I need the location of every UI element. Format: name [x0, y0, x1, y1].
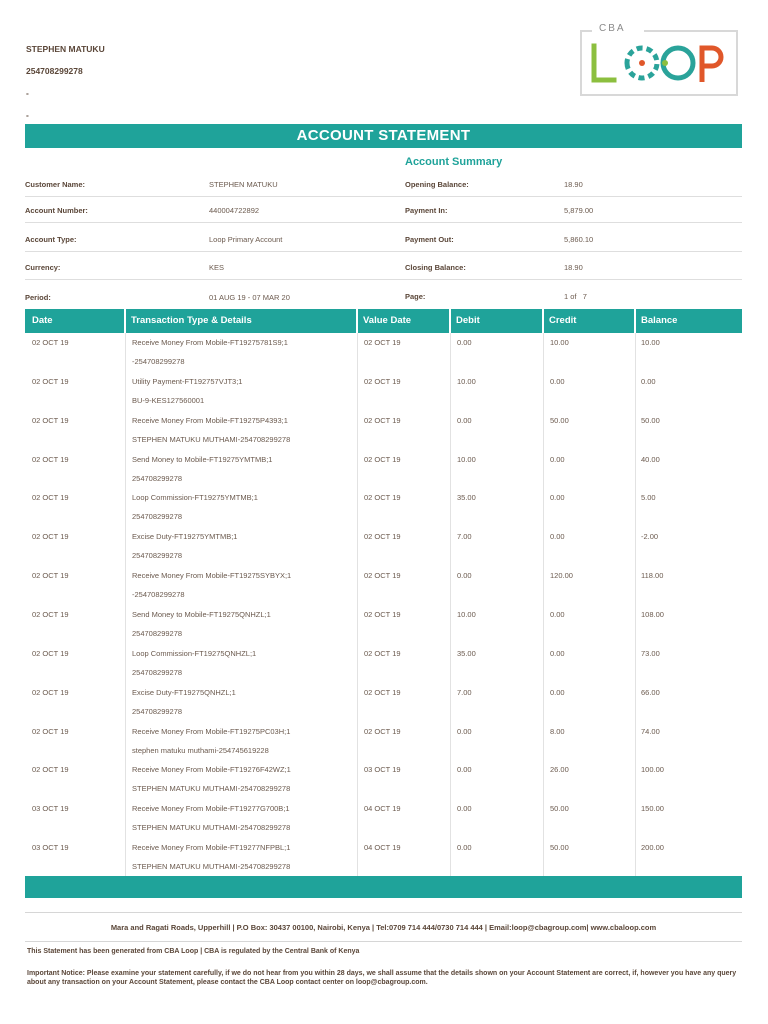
txn-balance: 5.00	[641, 493, 656, 503]
table-footer-bar	[25, 876, 742, 898]
txn-balance: 73.00	[641, 648, 660, 658]
txn-value-date: 04 OCT 19	[364, 843, 401, 853]
payment-in-label: Payment In:	[405, 206, 448, 215]
payment-in-value: 5,879.00	[564, 206, 594, 215]
txn-details-line2: 254708299278	[132, 706, 183, 716]
opening-balance-value: 18.90	[564, 180, 583, 189]
cba-loop-logo	[580, 23, 738, 96]
col-header-credit: Credit	[549, 315, 577, 326]
account-type-label: Account Type:	[25, 235, 77, 244]
customer-name: STEPHEN MATUKU	[26, 44, 105, 54]
txn-credit: 120.00	[550, 571, 573, 581]
txn-value-date: 02 OCT 19	[364, 338, 401, 347]
col-header-date: Date	[32, 315, 53, 326]
txn-details-line2: STEPHEN MATUKU MUTHAMI-254708299278	[132, 862, 291, 872]
txn-balance: 0.00	[641, 376, 656, 386]
account-number-label: Account Number:	[25, 206, 88, 215]
txn-value-date: 03 OCT 19	[364, 765, 401, 775]
txn-credit: 10.00	[550, 338, 569, 347]
account-number-value: 440004722892	[209, 206, 260, 215]
transactions-table-header	[25, 309, 742, 333]
txn-value-date: 02 OCT 19	[364, 493, 401, 503]
txn-date: 02 OCT 19	[32, 338, 69, 347]
customer-block	[26, 44, 105, 132]
txn-debit: 0.00	[457, 415, 472, 425]
txn-balance: 118.00	[641, 571, 664, 581]
txn-date: 02 OCT 19	[32, 765, 69, 775]
table-row	[25, 455, 742, 494]
txn-credit: 0.00	[550, 687, 565, 697]
txn-date: 02 OCT 19	[32, 376, 69, 386]
txn-details-line2: BU-9-KES127560001	[132, 395, 205, 405]
txn-balance: 200.00	[641, 843, 664, 853]
txn-value-date: 02 OCT 19	[364, 687, 401, 697]
page-label: Page:	[405, 292, 426, 301]
txn-balance: 40.00	[641, 454, 660, 464]
txn-date: 02 OCT 19	[32, 454, 69, 464]
txn-value-date: 02 OCT 19	[364, 454, 401, 464]
txn-debit: 0.00	[457, 804, 472, 814]
txn-details-line2: STEPHEN MATUKU MUTHAMI-254708299278	[132, 784, 291, 794]
txn-debit: 0.00	[457, 338, 472, 347]
closing-balance-label: Closing Balance:	[405, 263, 466, 272]
txn-credit: 0.00	[550, 376, 565, 386]
statement-title: ACCOUNT STATEMENT	[25, 124, 742, 148]
txn-credit: 50.00	[550, 843, 569, 853]
txn-date: 02 OCT 19	[32, 532, 69, 542]
col-header-value-date: Value Date	[363, 315, 412, 326]
table-row	[25, 804, 742, 843]
divider	[25, 279, 742, 280]
payment-out-label: Payment Out:	[405, 235, 454, 244]
table-row	[25, 765, 742, 804]
txn-details-line2: stephen matuku muthami-254745619228	[132, 745, 269, 755]
table-row	[25, 532, 742, 571]
divider	[25, 196, 742, 197]
txn-debit: 7.00	[457, 687, 472, 697]
txn-details: Excise Duty-FT19275YMTMB;1	[132, 532, 238, 542]
txn-date: 02 OCT 19	[32, 648, 69, 658]
txn-credit: 0.00	[550, 493, 565, 503]
txn-details-line2: STEPHEN MATUKU MUTHAMI-254708299278	[132, 823, 291, 833]
txn-details: Receive Money From Mobile-FT19277NFPBL;1	[132, 843, 291, 853]
txn-details: Utility Payment-FT192757VJT3;1	[132, 376, 243, 386]
txn-details: Excise Duty-FT19275QNHZL;1	[132, 687, 236, 697]
col-header-details: Transaction Type & Details	[131, 315, 252, 326]
footer-generated-note: This Statement has been generated from CBA Loop | CBA is regulated by the Central Bank of Kenya	[27, 948, 360, 955]
txn-details: Receive Money From Mobile-FT19275SYBYX;1	[132, 571, 292, 581]
table-row	[25, 571, 742, 610]
account-type-value: Loop Primary Account	[209, 235, 283, 244]
txn-value-date: 02 OCT 19	[364, 376, 401, 386]
txn-balance: 10.00	[641, 338, 660, 347]
txn-balance: 74.00	[641, 726, 660, 736]
customer-phone: 254708299278	[26, 66, 83, 76]
txn-value-date: 02 OCT 19	[364, 532, 401, 542]
txn-credit: 0.00	[550, 454, 565, 464]
col-header-balance: Balance	[641, 315, 678, 326]
txn-debit: 0.00	[457, 765, 472, 775]
txn-debit: 10.00	[457, 454, 476, 464]
txn-debit: 0.00	[457, 726, 472, 736]
txn-details: Send Money to Mobile-FT19275QNHZL;1	[132, 609, 271, 619]
txn-details-line2: 254708299278	[132, 628, 183, 638]
period-value: 01 AUG 19 - 07 MAR 20	[209, 293, 290, 302]
divider	[25, 251, 742, 252]
txn-date: 02 OCT 19	[32, 726, 69, 736]
txn-value-date: 02 OCT 19	[364, 648, 401, 658]
footer-divider	[25, 941, 742, 942]
table-row	[25, 688, 742, 727]
txn-details: Receive Money From Mobile-FT19275P4393;1	[132, 415, 288, 425]
txn-details: Send Money to Mobile-FT19275YMTMB;1	[132, 454, 273, 464]
txn-credit: 0.00	[550, 648, 565, 658]
customer-line-3: -	[26, 88, 29, 98]
table-row	[25, 649, 742, 688]
txn-debit: 35.00	[457, 648, 476, 658]
txn-value-date: 04 OCT 19	[364, 804, 401, 814]
txn-credit: 26.00	[550, 765, 569, 775]
loop-wordmark-icon	[590, 40, 730, 90]
txn-date: 02 OCT 19	[32, 493, 69, 503]
txn-debit: 10.00	[457, 609, 476, 619]
txn-debit: 0.00	[457, 571, 472, 581]
period-label: Period:	[25, 293, 51, 302]
txn-value-date: 02 OCT 19	[364, 609, 401, 619]
txn-balance: 108.00	[641, 609, 664, 619]
txn-details-line2: -254708299278	[132, 357, 185, 366]
closing-balance-value: 18.90	[564, 263, 583, 272]
txn-credit: 50.00	[550, 415, 569, 425]
customer-name-label: Customer Name:	[25, 180, 86, 189]
txn-date: 03 OCT 19	[32, 804, 69, 814]
txn-date: 02 OCT 19	[32, 415, 69, 425]
table-row	[25, 377, 742, 416]
divider	[25, 222, 742, 223]
txn-credit: 8.00	[550, 726, 565, 736]
txn-value-date: 02 OCT 19	[364, 726, 401, 736]
txn-debit: 7.00	[457, 532, 472, 542]
txn-credit: 50.00	[550, 804, 569, 814]
txn-balance: -2.00	[641, 532, 659, 542]
table-row	[25, 727, 742, 766]
txn-details: Receive Money From Mobile-FT19275781S9;1	[132, 338, 288, 347]
txn-balance: 66.00	[641, 687, 660, 697]
txn-details: Receive Money From Mobile-FT19277G700B;1	[132, 804, 290, 814]
txn-details-line2: 254708299278	[132, 512, 183, 522]
currency-value: KES	[209, 263, 225, 272]
footer-divider	[25, 912, 742, 913]
txn-details: Loop Commission-FT19275QNHZL;1	[132, 648, 257, 658]
txn-balance: 150.00	[641, 804, 664, 814]
txn-date: 02 OCT 19	[32, 571, 69, 581]
txn-balance: 100.00	[641, 765, 664, 775]
txn-details-line2: 254708299278	[132, 667, 183, 677]
txn-date: 02 OCT 19	[32, 687, 69, 697]
currency-label: Currency:	[25, 263, 61, 272]
footer-address: Mara and Ragati Roads, Upperhill | P.O Box: 30437 00100, Nairobi, Kenya | Tel:0709 714 444/0730 714 444 | Email:loop@cbagroup.com| www.cbaloop.com	[110, 923, 657, 932]
table-row	[25, 493, 742, 532]
txn-balance: 50.00	[641, 415, 660, 425]
txn-details-line2: -254708299278	[132, 590, 185, 600]
txn-date: 03 OCT 19	[32, 843, 69, 853]
table-row	[25, 610, 742, 649]
txn-details-line2: 254708299278	[132, 473, 183, 483]
opening-balance-label: Opening Balance:	[405, 180, 469, 189]
txn-value-date: 02 OCT 19	[364, 415, 401, 425]
txn-debit: 0.00	[457, 843, 472, 853]
customer-line-4: -	[26, 110, 29, 120]
txn-debit: 10.00	[457, 376, 476, 386]
table-row	[25, 338, 742, 377]
txn-details-line2: 254708299278	[132, 551, 183, 561]
txn-debit: 35.00	[457, 493, 476, 503]
txn-credit: 0.00	[550, 532, 565, 542]
txn-details-line2: STEPHEN MATUKU MUTHAMI-254708299278	[132, 434, 291, 444]
col-header-debit: Debit	[456, 315, 480, 326]
page-value: 1 of 7	[564, 292, 587, 301]
txn-credit: 0.00	[550, 609, 565, 619]
txn-date: 02 OCT 19	[32, 609, 69, 619]
txn-details: Loop Commission-FT19275YMTMB;1	[132, 493, 258, 503]
table-row	[25, 416, 742, 455]
customer-name-value: STEPHEN MATUKU	[209, 180, 278, 189]
txn-details: Receive Money From Mobile-FT19276F42WZ;1	[132, 765, 291, 775]
logo-cba-text: CBA	[596, 23, 629, 34]
footer-important-notice: Important Notice: Please examine your statement carefully, if we do not hear from you within 28 days, we shall assume that the details shown on your Account Statement are correct, if, however you have any query about any transaction on your Account Statement, please contact the CBA Loop contact center on loop@cbagroup.com.	[27, 970, 737, 986]
txn-value-date: 02 OCT 19	[364, 571, 401, 581]
account-summary-title: Account Summary	[405, 156, 503, 168]
txn-details: Receive Money From Mobile-FT19275PC03H;1	[132, 726, 291, 736]
payment-out-value: 5,860.10	[564, 235, 594, 244]
